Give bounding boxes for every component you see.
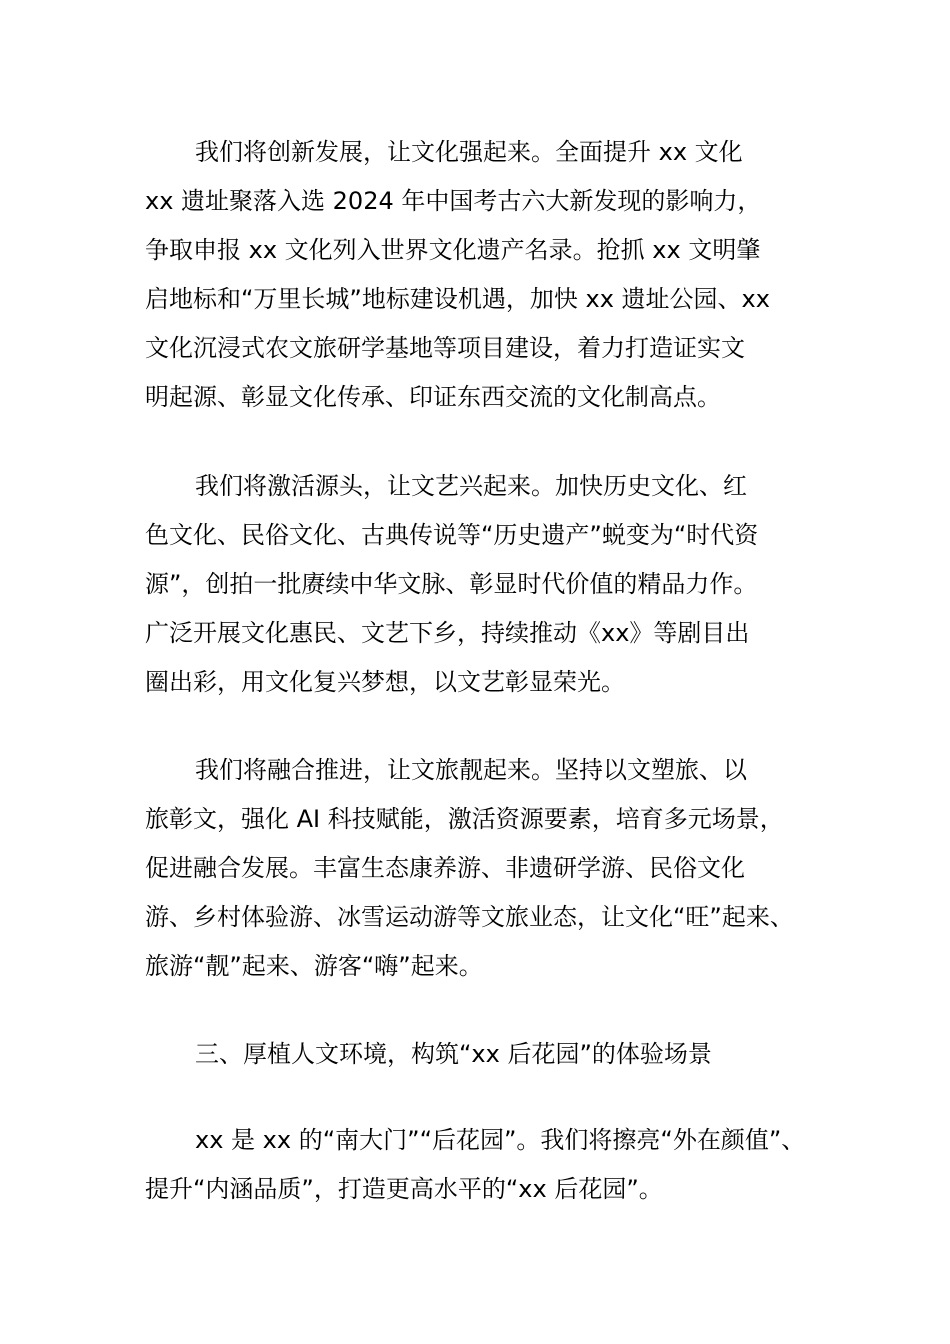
text-line: 文化沉浸式农文旅研学基地等项目建设，着力打造证实文 bbox=[145, 334, 745, 362]
text-line: 圈出彩，用文化复兴梦想，以文艺彰显荣光。 bbox=[145, 668, 625, 696]
text-line: 我们将融合推进，让文旅靓起来。坚持以文塑旅、以 bbox=[195, 756, 747, 784]
text-line: 色文化、民俗文化、古典传说等“历史遗产”蜕变为“时代资 bbox=[145, 521, 759, 549]
text-line: 提升“内涵品质”，打造更高水平的“xx 后花园”。 bbox=[145, 1175, 663, 1203]
text-line: 旅游“靓”起来、游客“嗨”起来。 bbox=[145, 952, 483, 980]
text-line: 游、乡村体验游、冰雪运动游等文旅业态，让文化“旺”起来、 bbox=[145, 903, 794, 931]
paragraph-backyard bbox=[145, 1116, 825, 1214]
text-line: 旅彰文，强化 AI 科技赋能，激活资源要素，培育多元场景， bbox=[145, 805, 784, 833]
text-line: 我们将创新发展，让文化强起来。全面提升 xx 文化 bbox=[195, 138, 743, 166]
text-line: 争取申报 xx 文化列入世界文化遗产名录。抢抓 xx 文明肇 bbox=[145, 236, 761, 264]
text-line: 我们将激活源头，让文艺兴起来。加快历史文化、红 bbox=[195, 472, 747, 500]
section-heading bbox=[145, 1030, 825, 1079]
text-line: 启地标和“万里长城”地标建设机遇，加快 xx 遗址公园、xx bbox=[145, 285, 770, 313]
text-line: 广泛开展文化惠民、文艺下乡，持续推动《xx》等剧目出 bbox=[145, 619, 750, 647]
paragraph-innovation bbox=[145, 128, 825, 422]
text-line: 促进融合发展。丰富生态康养游、非遗研学游、民俗文化 bbox=[145, 854, 745, 882]
text-line: xx 是 xx 的“南大门”“后花园”。我们将擦亮“外在颜值”、 bbox=[195, 1126, 806, 1154]
paragraph-activation bbox=[145, 462, 825, 707]
text-line: xx 遗址聚落入选 2024 年中国考古六大新发现的影响力， bbox=[145, 187, 762, 215]
text-line: 明起源、彰显文化传承、印证东西交流的文化制高点。 bbox=[145, 383, 721, 411]
heading-line: 三、厚植人文环境，构筑“xx 后花园”的体验场景 bbox=[195, 1040, 712, 1068]
paragraph-integration bbox=[145, 746, 825, 991]
text-line: 源”，创拍一批赓续中华文脉、彰显时代价值的精品力作。 bbox=[145, 570, 758, 598]
